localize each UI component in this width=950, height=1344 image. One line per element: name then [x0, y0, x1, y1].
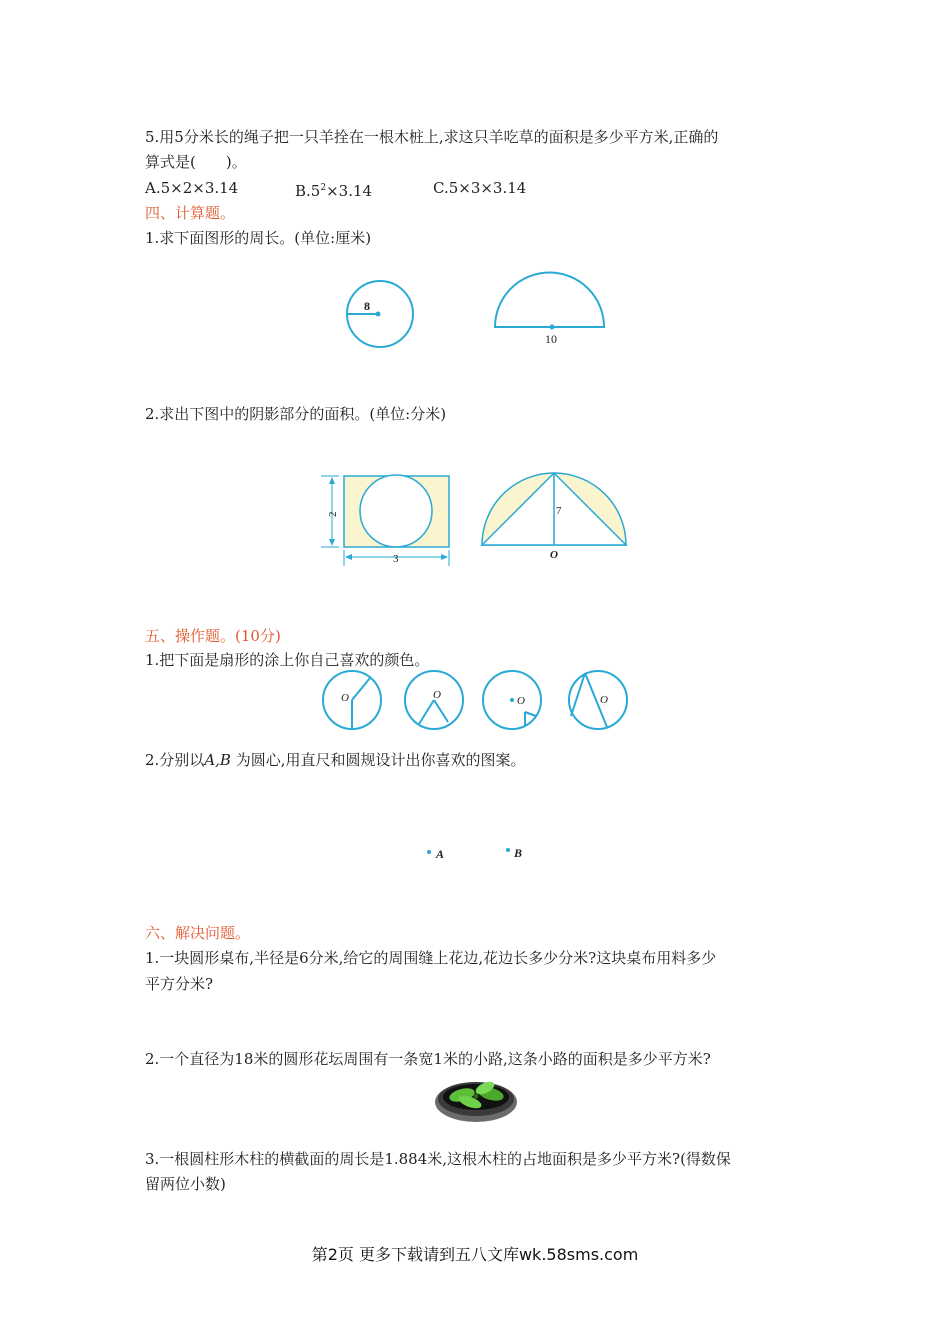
semicircle-figure [495, 272, 604, 327]
point-b-label: B [514, 846, 523, 860]
circle-radius-label: 8 [364, 299, 370, 313]
sector-circle-3-center-label: O [517, 695, 525, 707]
semicircle-diameter-label: 10 [545, 332, 557, 346]
q5-option-a: A.5×2×3.14 [145, 179, 239, 197]
sector-circle-1-center-label: O [341, 692, 349, 704]
section6-q1-line2: 平方分米? [145, 975, 214, 993]
rect-width-label: 3 [393, 553, 399, 565]
point-b-dot [506, 848, 510, 852]
section6-q3-line1: 3.一根圆柱形木柱的横截面的周长是1.884米,这根木柱的占地面积是多少平方米?(得数保 [145, 1150, 731, 1168]
rect-height-label: 2 [327, 511, 339, 517]
page-footer: 第2页 更多下载请到五八文库wk.58sms.com [311, 1245, 639, 1264]
flowerbed-picture [435, 1079, 517, 1122]
section6-q1-line1: 1.一块圆形桌布,半径是6分米,给它的周围缝上花边,花边长多少分米?这块桌布用料多少 [145, 949, 717, 967]
point-a-dot [427, 850, 431, 854]
q5-line2: 算式是( )。 [145, 153, 247, 171]
section5-q2: 2.分别以A,B 为圆心,用直尺和圆规设计出你喜欢的图案。 [145, 751, 526, 769]
section4-q1: 1.求下面图形的周长。(单位:厘米) [145, 229, 372, 247]
semicircle-triangle-figure [482, 473, 626, 545]
section6-q3-line2: 留两位小数) [145, 1175, 226, 1193]
sector-circle-4 [569, 671, 627, 729]
sector-circle-3-dot [510, 698, 514, 702]
section6-q2: 2.一个直径为18米的圆形花坛周围有一条宽1米的小路,这条小路的面积是多少平方米? [145, 1050, 711, 1068]
sector-circle-1 [323, 671, 381, 729]
semi-height-label: 7 [556, 505, 562, 517]
q5-option-c: C.5×3×3.14 [433, 179, 527, 197]
rect-shaded-figure [321, 475, 449, 566]
circle-center-dot [376, 312, 381, 317]
sector-circle-4-center-label: O [600, 694, 608, 706]
semicircle-center-dot [550, 325, 555, 330]
section6-heading: 六、解决问题。 [145, 924, 251, 942]
section4-q2: 2.求出下图中的阴影部分的面积。(单位:分米) [145, 405, 447, 423]
point-a-label: A [436, 847, 445, 861]
section5-heading: 五、操作题。(10分) [145, 627, 281, 645]
section5-q1: 1.把下面是扇形的涂上你自己喜欢的颜色。 [145, 651, 430, 669]
q5-option-b: $B.5^2\times 3.14$ [295, 182, 373, 200]
semi-center-label: O [550, 549, 558, 561]
sector-circle-2-center-label: O [433, 689, 441, 701]
q5-line1: 5.用5分米长的绳子把一只羊拴在一根木桩上,求这只羊吃草的面积是多少平方米,正确的 [145, 128, 719, 146]
section4-heading: 四、计算题。 [145, 204, 236, 222]
